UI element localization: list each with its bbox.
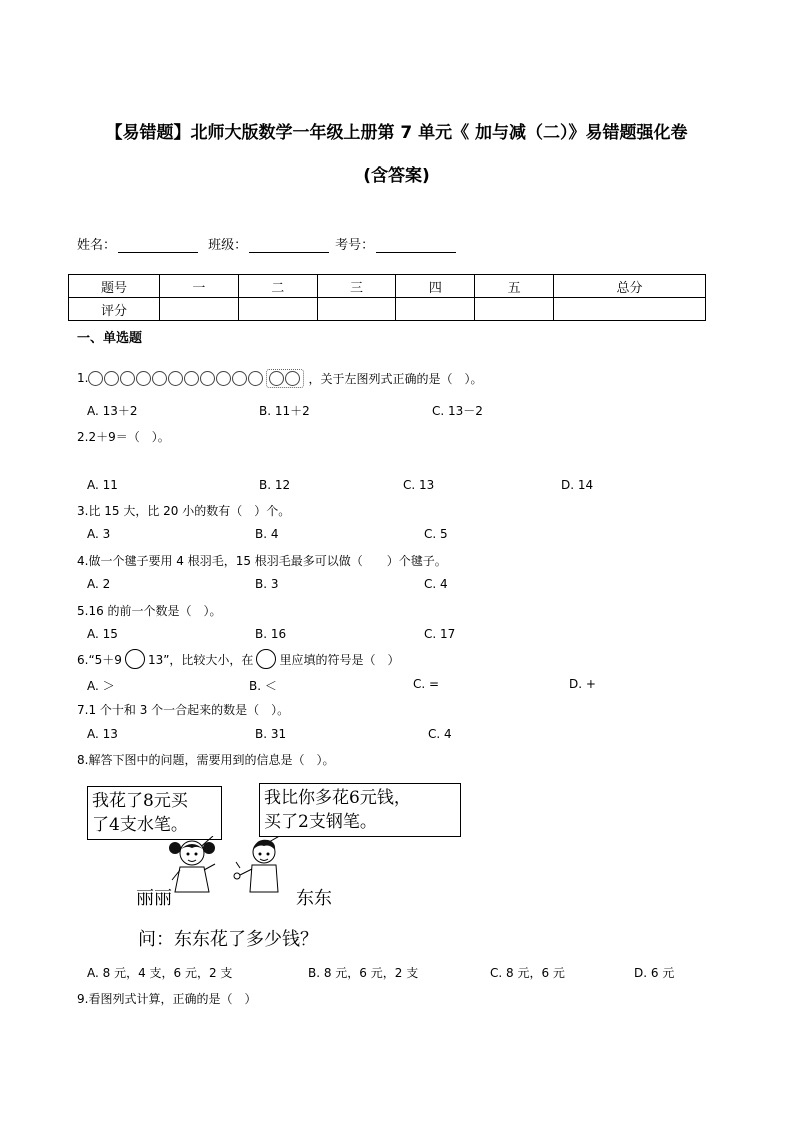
- option-a[interactable]: A. 8 元，4 支，6 元，2 支: [87, 966, 233, 980]
- exam-no-label: 考号：: [335, 238, 375, 253]
- score-header-cell: 三: [317, 275, 396, 298]
- question-number: 1.: [77, 371, 89, 385]
- circle-icon: [168, 371, 183, 386]
- boy-figure-icon: [232, 836, 292, 896]
- circle-icon: [184, 371, 199, 386]
- boy-name-label: 东东: [296, 888, 332, 909]
- girl-figure-icon: [165, 836, 225, 896]
- score-header-cell: 二: [238, 275, 317, 298]
- circle-icon: [152, 371, 167, 386]
- circle-icon: [120, 371, 135, 386]
- option-c[interactable]: C. 5: [424, 527, 448, 541]
- question-3: 3.比 15 大，比 20 小的数有（ ）个。: [77, 504, 291, 518]
- student-info-line: [77, 234, 462, 253]
- option-b[interactable]: B. 12: [259, 478, 291, 492]
- option-b[interactable]: B. ＜: [249, 679, 277, 693]
- question-1: [77, 366, 482, 390]
- dashed-box: [266, 369, 304, 388]
- bubble-line: 我比你多花6元钱，: [264, 788, 411, 808]
- question-4: 4.做一个毽子要用 4 根羽毛，15 根羽毛最多可以做（ ）个毽子。: [77, 554, 447, 568]
- exam-no-field[interactable]: [376, 238, 456, 253]
- score-cell[interactable]: [317, 298, 396, 321]
- option-c[interactable]: C. 13－2: [432, 404, 483, 418]
- class-field[interactable]: [249, 238, 329, 253]
- option-a[interactable]: A. 15: [87, 627, 118, 641]
- score-row-label: 评分: [69, 298, 160, 321]
- option-b[interactable]: B. 31: [255, 727, 287, 741]
- option-c[interactable]: C. 17: [424, 627, 456, 641]
- score-cell[interactable]: [475, 298, 554, 321]
- bubble-line: 我花了8元买: [92, 791, 188, 811]
- option-a[interactable]: A. 11: [87, 478, 118, 492]
- option-a[interactable]: A. ＞: [87, 679, 115, 693]
- question-text: 里应填的符号是（ ）: [279, 652, 400, 667]
- option-b[interactable]: B. 3: [255, 577, 279, 591]
- circle-icon: [216, 371, 231, 386]
- option-b[interactable]: B. 4: [255, 527, 279, 541]
- option-d[interactable]: D. 14: [561, 478, 594, 492]
- option-a[interactable]: A. 3: [87, 527, 111, 541]
- question-text: ，关于左图列式正确的是（ ）。: [308, 371, 483, 386]
- question-text: 6.“5＋9: [77, 652, 122, 667]
- document-subtitle: (含答案): [363, 166, 430, 186]
- name-field[interactable]: [118, 238, 198, 253]
- score-table-score-row: [69, 298, 706, 321]
- illustration-question: 问：东东花了多少钱？: [138, 929, 318, 950]
- question-7: 7.1 个十和 3 个一合起来的数是（ ）。: [77, 703, 290, 717]
- circle-icon: [248, 371, 263, 386]
- option-b[interactable]: B. 16: [255, 627, 287, 641]
- option-c[interactable]: C. 8 元，6 元: [490, 966, 565, 980]
- score-cell[interactable]: [554, 298, 706, 321]
- answer-circle-icon: [256, 649, 276, 669]
- score-table: [68, 274, 706, 321]
- option-c[interactable]: C. 4: [428, 727, 452, 741]
- circles-figure: [88, 369, 308, 388]
- option-a[interactable]: A. 13: [87, 727, 118, 741]
- score-header-cell: 总分: [554, 275, 706, 298]
- name-label: 姓名：: [77, 238, 117, 253]
- option-d[interactable]: D. 6 元: [634, 966, 675, 980]
- section-heading: 一、单选题: [77, 331, 143, 346]
- score-header-cell: 五: [475, 275, 554, 298]
- speech-bubble-right: [259, 783, 461, 837]
- option-c[interactable]: C. 4: [424, 577, 448, 591]
- option-d[interactable]: D. +: [569, 677, 596, 691]
- bubble-line: 了4支水笔。: [92, 815, 188, 835]
- girl-name-label: 丽丽: [136, 888, 172, 909]
- score-cell[interactable]: [238, 298, 317, 321]
- question-6: [77, 648, 399, 670]
- option-b[interactable]: B. 11＋2: [259, 404, 310, 418]
- circle-icon: [200, 371, 215, 386]
- answer-circle-icon: [125, 649, 145, 669]
- circle-icon: [269, 371, 284, 386]
- option-a[interactable]: A. 13＋2: [87, 404, 138, 418]
- option-a[interactable]: A. 2: [87, 577, 111, 591]
- question-9: 9.看图列式计算，正确的是（ ）: [77, 992, 257, 1006]
- score-header-cell: 题号: [69, 275, 160, 298]
- score-header-cell: 四: [396, 275, 475, 298]
- question-text: 13”，比较大小，在: [147, 652, 254, 667]
- option-c[interactable]: C. =: [413, 677, 440, 691]
- option-b[interactable]: B. 8 元，6 元，2 支: [308, 966, 419, 980]
- question-8: 8.解答下图中的问题，需要用到的信息是（ ）。: [77, 753, 335, 767]
- score-cell[interactable]: [160, 298, 239, 321]
- class-label: 班级：: [208, 238, 248, 253]
- bubble-line: 买了2支钢笔。: [264, 812, 377, 832]
- score-table-header-row: [69, 275, 706, 298]
- circle-icon: [136, 371, 151, 386]
- circle-icon: [285, 371, 300, 386]
- option-c[interactable]: C. 13: [403, 478, 435, 492]
- score-cell[interactable]: [396, 298, 475, 321]
- score-header-cell: 一: [160, 275, 239, 298]
- speech-bubble-left: [87, 786, 222, 840]
- question-5: 5.16 的前一个数是（ ）。: [77, 604, 222, 618]
- question-2: 2.2＋9＝（ ）。: [77, 430, 170, 444]
- circle-icon: [232, 371, 247, 386]
- document-title: 【易错题】北师大版数学一年级上册第 7 单元《 加与减（二）》易错题强化卷: [105, 123, 688, 143]
- circle-icon: [104, 371, 119, 386]
- circle-icon: [88, 371, 103, 386]
